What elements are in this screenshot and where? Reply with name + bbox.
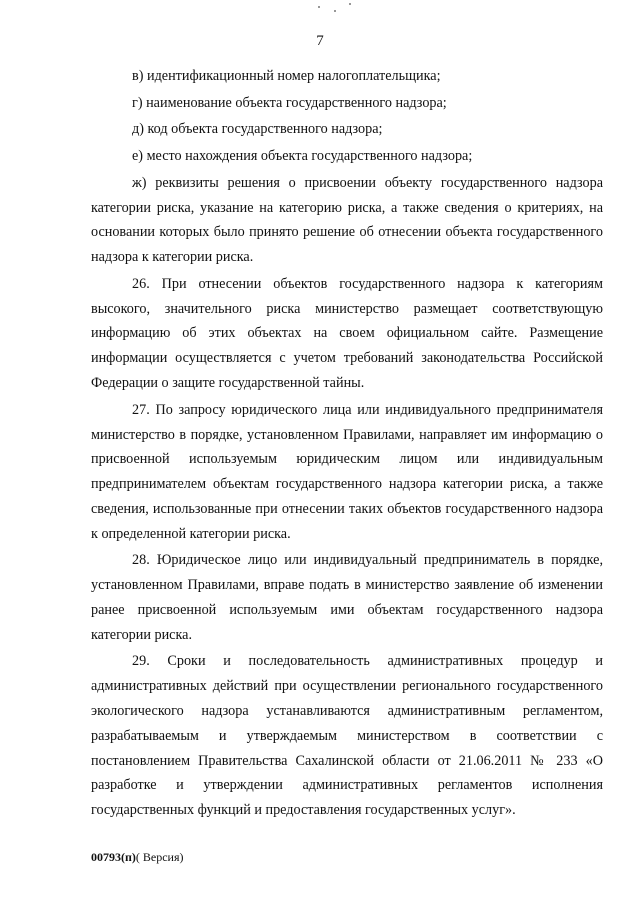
item-zh-decision-details: ж) реквизиты решения о присвоении объекту государственного надзора категории риска, указание на категорию риска, а также сведения о критериях, на основании которых было принято решение об отнесении объекта государственного надзора к категории риска. — [91, 174, 603, 266]
document-body — [91, 64, 603, 825]
document-footer — [91, 850, 184, 865]
clause-27: 27. По запросу юридического лица или индивидуального предпринимателя министерство в порядке, установленном Правилами, направляет им информацию о присвоенной используемым юридическим лицом или индивидуальным предпринимателем объектам государственного надзора категории риска, а также сведения, использованные при отнесении таких объектов государственного надзора к определенной категории риска. — [91, 401, 603, 542]
document-version: ( Версия) — [135, 850, 184, 864]
item-d-object-code: д) код объекта государственного надзора; — [132, 121, 383, 138]
scan-speck — [334, 10, 336, 12]
document-code: 00793(п) — [91, 850, 136, 864]
clause-26: 26. При отнесении объектов государственного надзора к категориям высокого, значительного риска министерство размещает соответствующую информацию об этих объектах на своем официальном сайте. Размещение информации осуществляется с учетом требований законодательства Российской Федерации о защите государственной тайны. — [91, 275, 603, 392]
clause-28: 28. Юридическое лицо или индивидуальный предприниматель в порядке, установленном Правилами, вправе подать в министерство заявление об изменении ранее присвоенной используемым ими объектам государственного надзора категории риска. — [91, 552, 603, 643]
item-v-taxpayer-number: в) идентификационный номер налогоплательщика; — [132, 68, 441, 84]
item-g-object-name: г) наименование объекта государственного надзора; — [132, 94, 447, 111]
page-number: 7 — [316, 33, 324, 49]
item-e-object-location: е) место нахождения объекта государственного надзора; — [132, 148, 473, 165]
scan-speck — [318, 6, 320, 8]
clause-29: 29. Сроки и последовательность административных процедур и административных действий при осуществлении регионального государственного экологического надзора устанавливаются административным регламентом, разрабатываемым и утверждаемым министерством в соответствии с постановлением Правительства Сахалинской области от 21.06.2011 № 233 «О разработке и утверждении административных регламентов исполнения государственных функций и предоставления государственных услуг». — [91, 653, 603, 819]
scan-speck — [349, 3, 351, 5]
